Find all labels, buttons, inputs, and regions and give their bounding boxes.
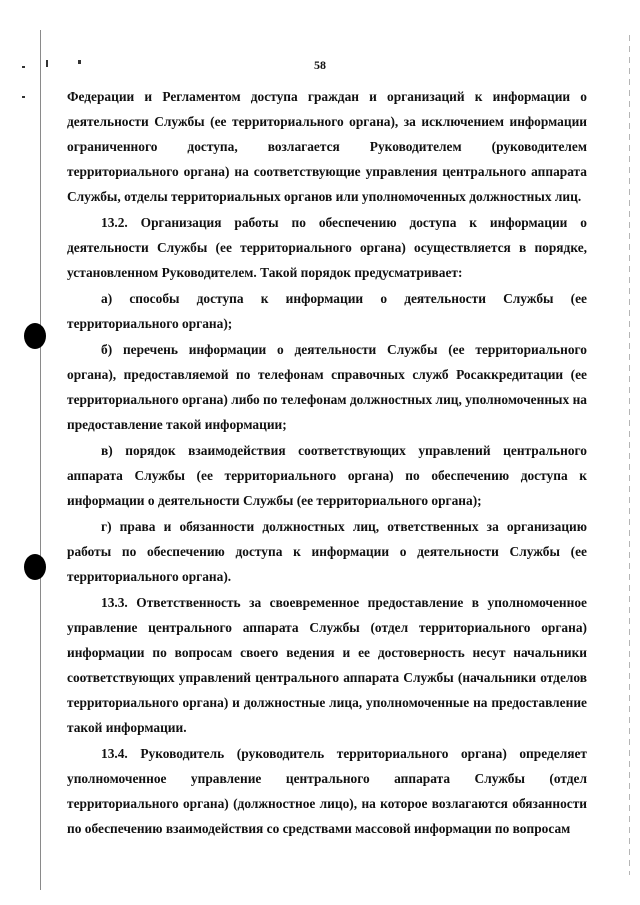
page-number: 58 xyxy=(314,58,326,72)
paragraph-13-2: 13.2. Организация работы по обеспечению доступа к информации о деятельности Службы (ее территориального органа) осуществляется в порядке, установленном Руководителем. Такой порядок предусматривает: xyxy=(67,215,587,280)
list-item-a: а) способы доступа к информации о деятельности Службы (ее территориального органа); xyxy=(67,291,587,331)
list-item-g: г) права и обязанности должностных лиц, ответственных за организацию работы по обеспечению доступа к информации о деятельности Службы (ее территориального органа). xyxy=(67,519,587,584)
right-margin-rule xyxy=(629,35,630,875)
list-item-b: б) перечень информации о деятельности Службы (ее территориального органа), предоставляемой по телефонам справочных служб Росаккредитации (ее территориального органа) либо по телефонам должностных лиц, уполномоченных на предоставление такой информации; xyxy=(67,342,587,432)
list-item-v: в) порядок взаимодействия соответствующих управлений центрального аппарата Службы (ее территориального органа) по обеспечению доступа к информации о деятельности Службы (ее территориального органа); xyxy=(67,443,587,508)
scan-speck xyxy=(22,96,25,98)
document-body xyxy=(67,84,587,841)
left-margin-rule xyxy=(40,30,41,890)
paragraph-13-3: 13.3. Ответственность за своевременное предоставление в уполномоченное управление центрального аппарата Службы (отдел территориального органа) информации по вопросам своего ведения и ее достоверность несут начальники соответствующих управлений центрального аппарата Службы (начальники отделов территориального органа) и должностные лица, уполномоченные на предоставление такой информации. xyxy=(67,595,587,735)
punch-hole-bottom xyxy=(24,554,46,580)
paragraph-continuation: Федерации и Регламентом доступа граждан и организаций к информации о деятельности Службы (ее территориального органа), за исключением информации ограниченного доступа, возлагается Руководителем (руководителем территориального органа) на соответствующие управления центрального аппарата Службы, отделы территориальных органов или уполномоченных должностных лиц. xyxy=(67,89,587,204)
punch-hole-top xyxy=(24,323,46,349)
paragraph-13-4: 13.4. Руководитель (руководитель территориального органа) определяет уполномоченное управление центрального аппарата Службы (отдел территориального органа) (должностное лицо), на которое возлагаются обязанности по обеспечению взаимодействия со средствами массовой информации по вопросам xyxy=(67,746,587,836)
